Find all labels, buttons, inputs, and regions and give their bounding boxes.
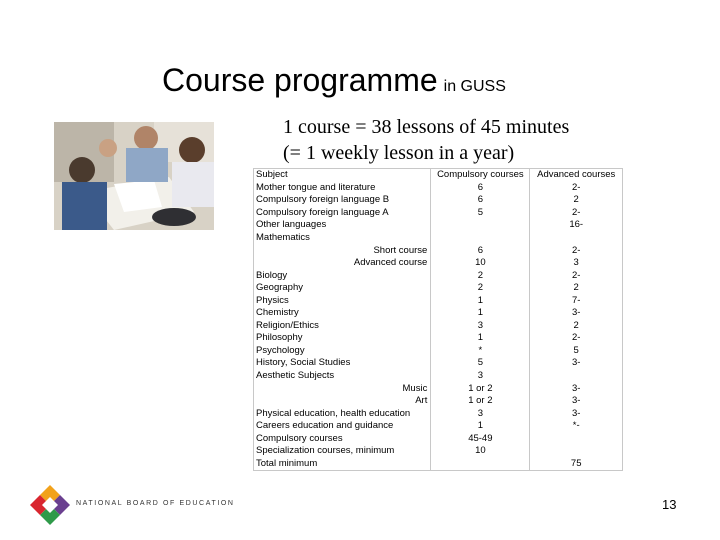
compulsory-cell: *	[431, 345, 530, 358]
table-row	[254, 332, 623, 345]
compulsory-cell: 5	[431, 357, 530, 370]
title-sub: in GUSS	[443, 78, 506, 95]
advanced-cell	[530, 232, 623, 245]
board-logo-icon	[30, 485, 70, 525]
table-row	[254, 232, 623, 245]
advanced-cell	[530, 432, 623, 445]
advanced-cell: *-	[530, 420, 623, 433]
compulsory-cell: 3	[431, 407, 530, 420]
table-row	[254, 407, 623, 420]
table-row	[254, 269, 623, 282]
table-row	[254, 182, 623, 195]
compulsory-cell: 10	[431, 257, 530, 270]
compulsory-cell: 2	[431, 282, 530, 295]
compulsory-cell: 1	[431, 420, 530, 433]
advanced-cell: 2-	[530, 332, 623, 345]
subject-cell: History, Social Studies	[254, 357, 431, 370]
compulsory-cell: 45-49	[431, 432, 530, 445]
table-row	[254, 420, 623, 433]
table-row	[254, 395, 623, 408]
table-row	[254, 194, 623, 207]
classroom-photo	[54, 122, 214, 230]
table-row	[254, 244, 623, 257]
subject-cell: Psychology	[254, 345, 431, 358]
advanced-cell: 75	[530, 458, 623, 471]
subject-cell: Art	[254, 395, 431, 408]
table-row	[254, 345, 623, 358]
title-main: Course programme	[162, 62, 438, 98]
advanced-cell: 2	[530, 282, 623, 295]
advanced-cell: 3-	[530, 357, 623, 370]
advanced-cell: 16-	[530, 219, 623, 232]
subtitle	[283, 114, 569, 166]
subject-cell: Mathematics	[254, 232, 431, 245]
table-row	[254, 294, 623, 307]
table-row	[254, 357, 623, 370]
advanced-cell: Advanced courses	[530, 169, 623, 182]
subject-cell: Chemistry	[254, 307, 431, 320]
logo-text: NATIONAL BOARD OF EDUCATION	[76, 500, 235, 507]
compulsory-cell: 1	[431, 332, 530, 345]
subject-cell: Philosophy	[254, 332, 431, 345]
compulsory-cell	[431, 232, 530, 245]
subject-cell: Advanced course	[254, 257, 431, 270]
page-number: 13	[662, 497, 677, 512]
advanced-cell: 3-	[530, 407, 623, 420]
subject-cell: Physics	[254, 294, 431, 307]
subject-cell: Compulsory courses	[254, 432, 431, 445]
subject-cell: Compulsory foreign language A	[254, 207, 431, 220]
subject-cell: Other languages	[254, 219, 431, 232]
subject-cell: Physical education, health education	[254, 407, 431, 420]
advanced-cell: 5	[530, 345, 623, 358]
table-row	[254, 445, 623, 458]
compulsory-cell	[431, 458, 530, 471]
compulsory-cell: 1	[431, 307, 530, 320]
advanced-cell: 2-	[530, 182, 623, 195]
subject-cell: Biology	[254, 269, 431, 282]
advanced-cell: 2	[530, 320, 623, 333]
subject-cell: Total minimum	[254, 458, 431, 471]
table-row	[254, 257, 623, 270]
subject-cell: Compulsory foreign language B	[254, 194, 431, 207]
subject-cell: Careers education and guidance	[254, 420, 431, 433]
advanced-cell: 2-	[530, 207, 623, 220]
subject-cell: Specialization courses, minimum	[254, 445, 431, 458]
advanced-cell: 2-	[530, 269, 623, 282]
table-row	[254, 320, 623, 333]
compulsory-cell	[431, 219, 530, 232]
table-row	[254, 432, 623, 445]
compulsory-cell: 10	[431, 445, 530, 458]
compulsory-cell: 1	[431, 294, 530, 307]
compulsory-cell: 6	[431, 194, 530, 207]
compulsory-cell: 6	[431, 182, 530, 195]
table-row	[254, 219, 623, 232]
compulsory-cell: 6	[431, 244, 530, 257]
advanced-cell: 7-	[530, 294, 623, 307]
table-row	[254, 370, 623, 383]
compulsory-cell: 2	[431, 269, 530, 282]
compulsory-cell: 3	[431, 320, 530, 333]
advanced-cell: 3-	[530, 395, 623, 408]
subject-cell: Music	[254, 382, 431, 395]
table-row	[254, 458, 623, 471]
slide-title	[162, 62, 506, 99]
subject-cell: Subject	[254, 169, 431, 182]
table-row	[254, 307, 623, 320]
compulsory-cell: 1 or 2	[431, 395, 530, 408]
subject-cell: Geography	[254, 282, 431, 295]
advanced-cell: 2	[530, 194, 623, 207]
compulsory-cell: 5	[431, 207, 530, 220]
table-row	[254, 382, 623, 395]
advanced-cell: 3-	[530, 382, 623, 395]
table-row	[254, 207, 623, 220]
course-table	[253, 168, 623, 471]
advanced-cell	[530, 370, 623, 383]
subject-cell: Religion/Ethics	[254, 320, 431, 333]
subject-cell: Aesthetic Subjects	[254, 370, 431, 383]
table-row	[254, 169, 623, 182]
subject-cell: Short course	[254, 244, 431, 257]
compulsory-cell: 3	[431, 370, 530, 383]
advanced-cell: 3-	[530, 307, 623, 320]
compulsory-cell: Compulsory courses	[431, 169, 530, 182]
subtitle-line-2: (= 1 weekly lesson in a year)	[283, 142, 515, 164]
subtitle-line-1: 1 course = 38 lessons of 45 minutes	[283, 116, 570, 138]
compulsory-cell: 1 or 2	[431, 382, 530, 395]
advanced-cell	[530, 445, 623, 458]
advanced-cell: 3	[530, 257, 623, 270]
advanced-cell: 2-	[530, 244, 623, 257]
table-row	[254, 282, 623, 295]
subject-cell: Mother tongue and literature	[254, 182, 431, 195]
